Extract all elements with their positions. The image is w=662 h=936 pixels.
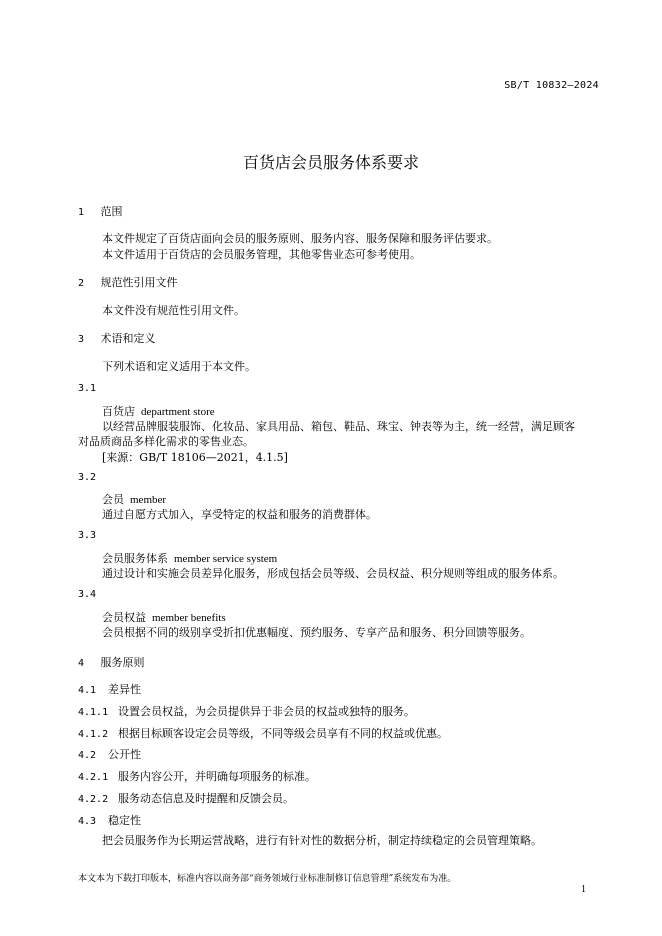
clause-number: 4.2: [78, 750, 97, 761]
paragraph: 把会员服务作为长期运营战略，进行有针对性的数据分析，制定持续稳定的会员管理策略。: [102, 834, 542, 847]
term-definition: 以经营品牌服装服饰、化妆品、家具用品、箱包、鞋品、珠宝、钟表等为主，统一经营，满足顾客: [102, 420, 575, 433]
term-number: 3.1: [78, 383, 97, 394]
clause-number: 4.1: [78, 685, 97, 696]
paragraph: 下列术语和定义适用于本文件。: [102, 360, 256, 373]
section-title: 术语和定义: [100, 332, 156, 345]
clause-item-number: 4.1.1: [78, 707, 109, 718]
section-3-heading: [78, 330, 156, 346]
term-number: 3.4: [78, 589, 97, 600]
section-number: 4: [78, 658, 85, 669]
term-zh: 会员: [102, 493, 124, 506]
clause-title: 稳定性: [108, 814, 141, 827]
clause-item-number: 4.1.2: [78, 729, 109, 740]
term-en: member: [130, 494, 167, 506]
term-definition: 会员根据不同的级别享受折扣优惠幅度、预约服务、专享产品和服务、积分回馈等服务。: [102, 626, 531, 639]
clause-item-text: 服务内容公开，并明确每项服务的标准。: [118, 770, 316, 783]
clause-item-text: 根据目标顾客设定会员等级，不同等级会员享有不同的权益或优惠。: [118, 727, 448, 740]
clause-title: 差异性: [108, 683, 141, 696]
paragraph: 本文件适用于百货店的会员服务管理，其他零售业态可参考使用。: [102, 248, 421, 261]
clause-number: 4.3: [78, 816, 97, 827]
clause-item: [78, 725, 448, 741]
clause-title: 公开性: [108, 748, 141, 761]
term-entry: [102, 609, 226, 625]
term-zh: 百货店: [102, 405, 135, 418]
term-zh: 会员权益: [102, 611, 146, 624]
term-source: [来源：GB/T 18106—2021，4.1.5]: [102, 451, 288, 464]
standard-code: SB/T 10832—2024: [504, 80, 599, 91]
term-entry: [102, 550, 277, 566]
section-title: 规范性引用文件: [100, 276, 178, 289]
clause-item-text: 设置会员权益，为会员提供异于非会员的权益或独特的服务。: [118, 705, 415, 718]
clause-4-2-heading: [78, 746, 141, 762]
section-number: 3: [78, 334, 85, 345]
section-1-heading: [78, 203, 123, 219]
clause-4-1-heading: [78, 681, 141, 697]
term-en: member benefits: [152, 612, 226, 624]
term-en: member service system: [174, 553, 278, 565]
term-zh: 会员服务体系: [102, 552, 168, 565]
term-number: 3.2: [78, 472, 97, 483]
section-number: 2: [78, 278, 85, 289]
page-number: 1: [581, 884, 586, 895]
clause-4-3-heading: [78, 812, 141, 828]
section-number: 1: [78, 207, 85, 218]
term-entry: [102, 491, 166, 507]
section-title: 服务原则: [100, 656, 145, 669]
clause-item: [78, 790, 294, 806]
term-definition: 通过设计和实施会员差异化服务，形成包括会员等级、会员权益、积分规则等组成的服务体系。: [102, 567, 564, 580]
clause-item-text: 服务动态信息及时提醒和反馈会员。: [118, 792, 294, 805]
term-en: department store: [141, 406, 215, 418]
term-definition: 通过自愿方式加入，享受特定的权益和服务的消费群体。: [102, 508, 377, 521]
clause-item: [78, 768, 316, 784]
term-definition-cont: 对品质商品多样化需求的零售业态。: [78, 435, 254, 448]
document-title: 百货店会员服务体系要求: [242, 153, 419, 172]
section-4-heading: [78, 654, 145, 670]
footer-note: 本文本为下载打印版本，标准内容以商务部“商务领域行业标准制修订信息管理”系统发布为准。: [78, 874, 457, 884]
paragraph: 本文件规定了百货店面向会员的服务原则、服务内容、服务保障和服务评估要求。: [102, 232, 498, 245]
clause-item: [78, 703, 415, 719]
clause-item-number: 4.2.1: [78, 772, 109, 783]
paragraph: 本文件没有规范性引用文件。: [102, 304, 245, 317]
term-entry: [102, 403, 215, 419]
section-title: 范围: [100, 205, 123, 218]
section-2-heading: [78, 274, 178, 290]
term-number: 3.3: [78, 530, 97, 541]
clause-item-number: 4.2.2: [78, 794, 109, 805]
